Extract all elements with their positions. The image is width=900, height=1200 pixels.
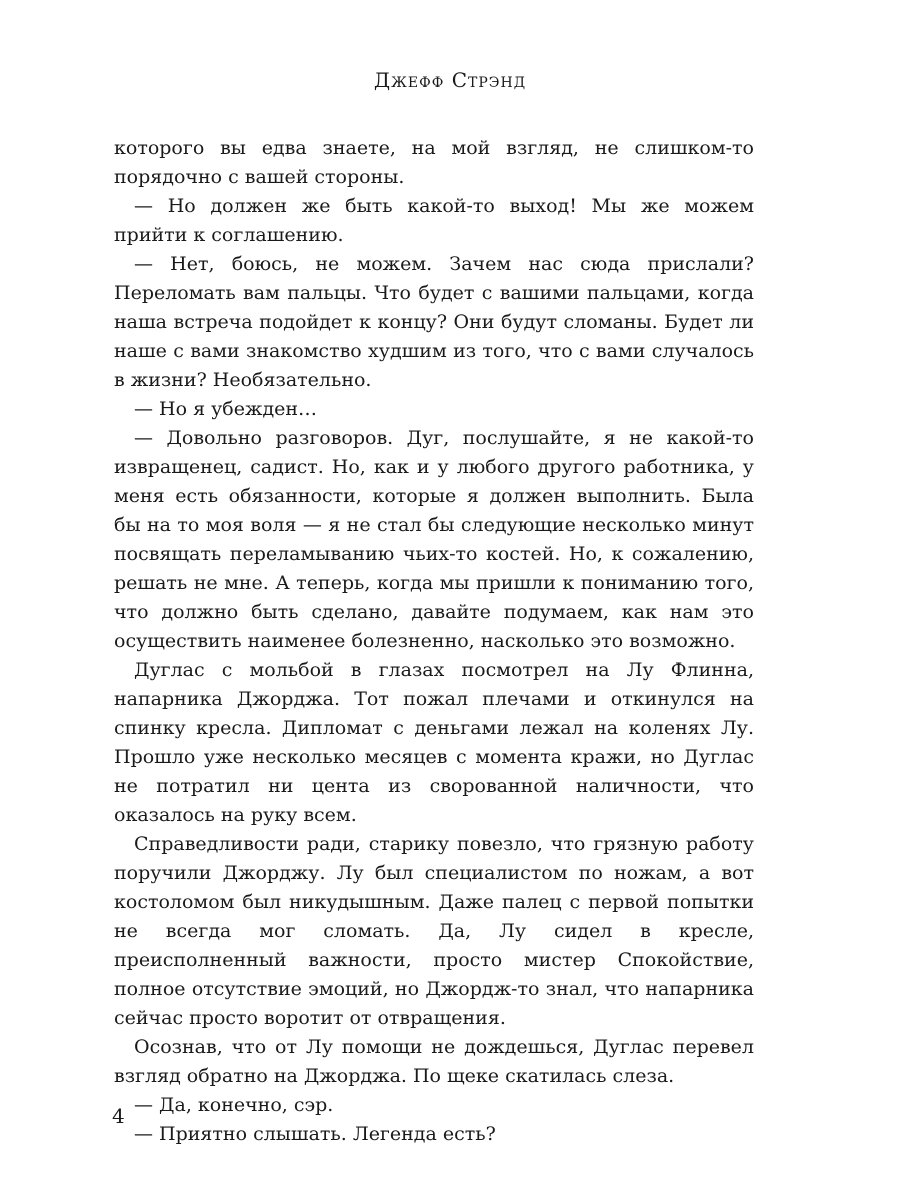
paragraph: Дуглас с мольбой в глазах посмотрел на Лу Флинна, напарника Джорджа. Тот пожал плечами и откинулся на спинку кресла. Дипломат с деньгами лежал на коленях Лу. Прошло уже несколько месяцев с момента кражи, но Дуглас не потратил ни цента из сворованной наличности, что оказалось на руку всем. [114,659,754,826]
page-number: 4 [112,1104,125,1128]
paragraph: — Но я убежден… [134,398,318,420]
paragraph: — Нет, боюсь, не можем. Зачем нас сюда прислали? Переломать вам пальцы. Что будет с вашими пальцами, когда наша встреча подойдет к концу? Они будут сломаны. Будет ли наше с вами знакомство худшим из того, что с вами случалось в жизни? Необязательно. [114,253,754,391]
page-body [114,134,754,1149]
paragraph: — Но должен же быть какой-то выход! Мы же можем прийти к соглашению. [114,195,754,246]
paragraph: — Довольно разговоров. Дуг, послушайте, я не какой-то извращенец, садист. Но, как и у любого другого работника, у меня есть обязанности, которые я должен выполнить. Была бы на то моя воля — я не стал бы следующие несколько минут посвящать переламыванию чьих-то костей. Но, к сожалению, решать не мне. А теперь, когда мы пришли к пониманию того, что должно быть сделано, давайте подумаем, как нам это осуществить наименее болезненно, насколько это возможно. [114,427,754,652]
paragraph: — Приятно слышать. Легенда есть? [134,1123,496,1145]
paragraph: которого вы едва знаете, на мой взгляд, не слишком-то порядочно с вашей стороны. [114,137,754,188]
paragraph: — Да, конечно, сэр. [134,1094,334,1116]
running-title: Джефф Стрэнд [373,68,527,92]
paragraph: Осознав, что от Лу помощи не дождешься, Дуглас перевел взгляд обратно на Джорджа. По щеке скатилась слеза. [114,1036,754,1087]
paragraph: Справедливости ради, старику повезло, что грязную работу поручили Джорджу. Лу был специалистом по ножам, а вот костоломом был никудышным. Даже палец с первой попытки не всегда мог сломать. Да, Лу сидел в кресле, преисполненный важности, просто мистер Спокойствие, полное отсутствие эмоций, но Джордж-то знал, что напарника сейчас просто воротит от отвращения. [114,833,754,1029]
